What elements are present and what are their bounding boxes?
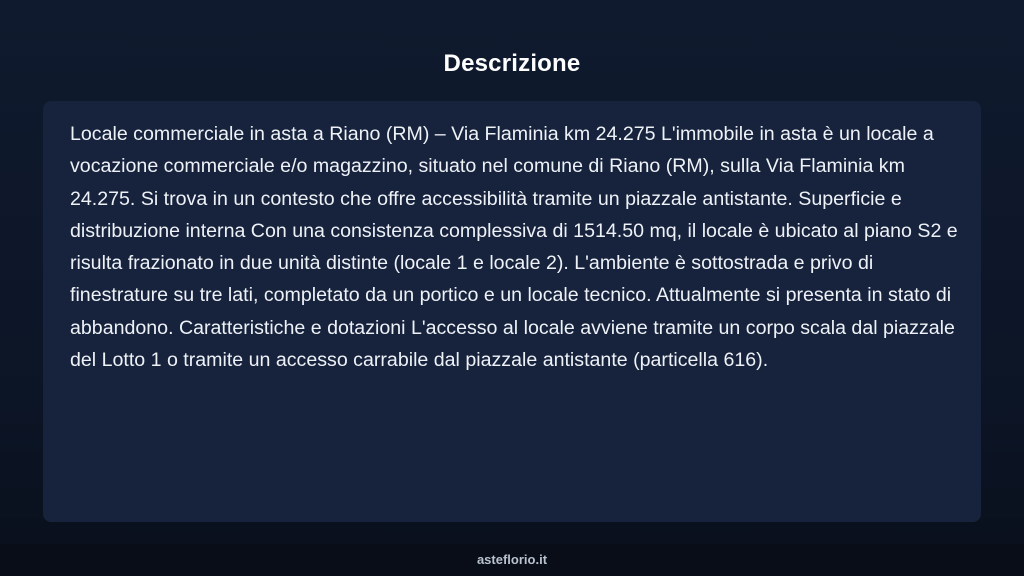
page-title: Descrizione (443, 50, 581, 77)
footer-brand-link[interactable]: asteflorio.it (476, 552, 548, 567)
footer-bar (0, 544, 1024, 576)
description-card (43, 101, 981, 522)
description-text: Locale commerciale in asta a Riano (RM) – Via Flaminia km 24.275 L'immobile in asta è un locale a vocazione commerciale e/o magazzino, situato nel comune di Riano (RM), sulla Via Flaminia km 24.275. Si trova in un contesto che offre accessibilità tramite un piazzale antistante. Superficie e distribuzione interna Con una consistenza complessiva di 1514.50 mq, il locale è ubicato al piano S2 e risulta frazionato in due unità distinte (locale 1 e locale 2). L'ambiente è sottostrada e privo di finestrature su tre lati, completato da un portico e un locale tecnico. Attualmente si presenta in stato di abbandono. Caratteristiche e dotazioni L'accesso al locale avviene tramite un corpo scala dal piazzale del Lotto 1 o tramite un accesso carrabile dal piazzale antistante (particella 616). (70, 123, 958, 372)
